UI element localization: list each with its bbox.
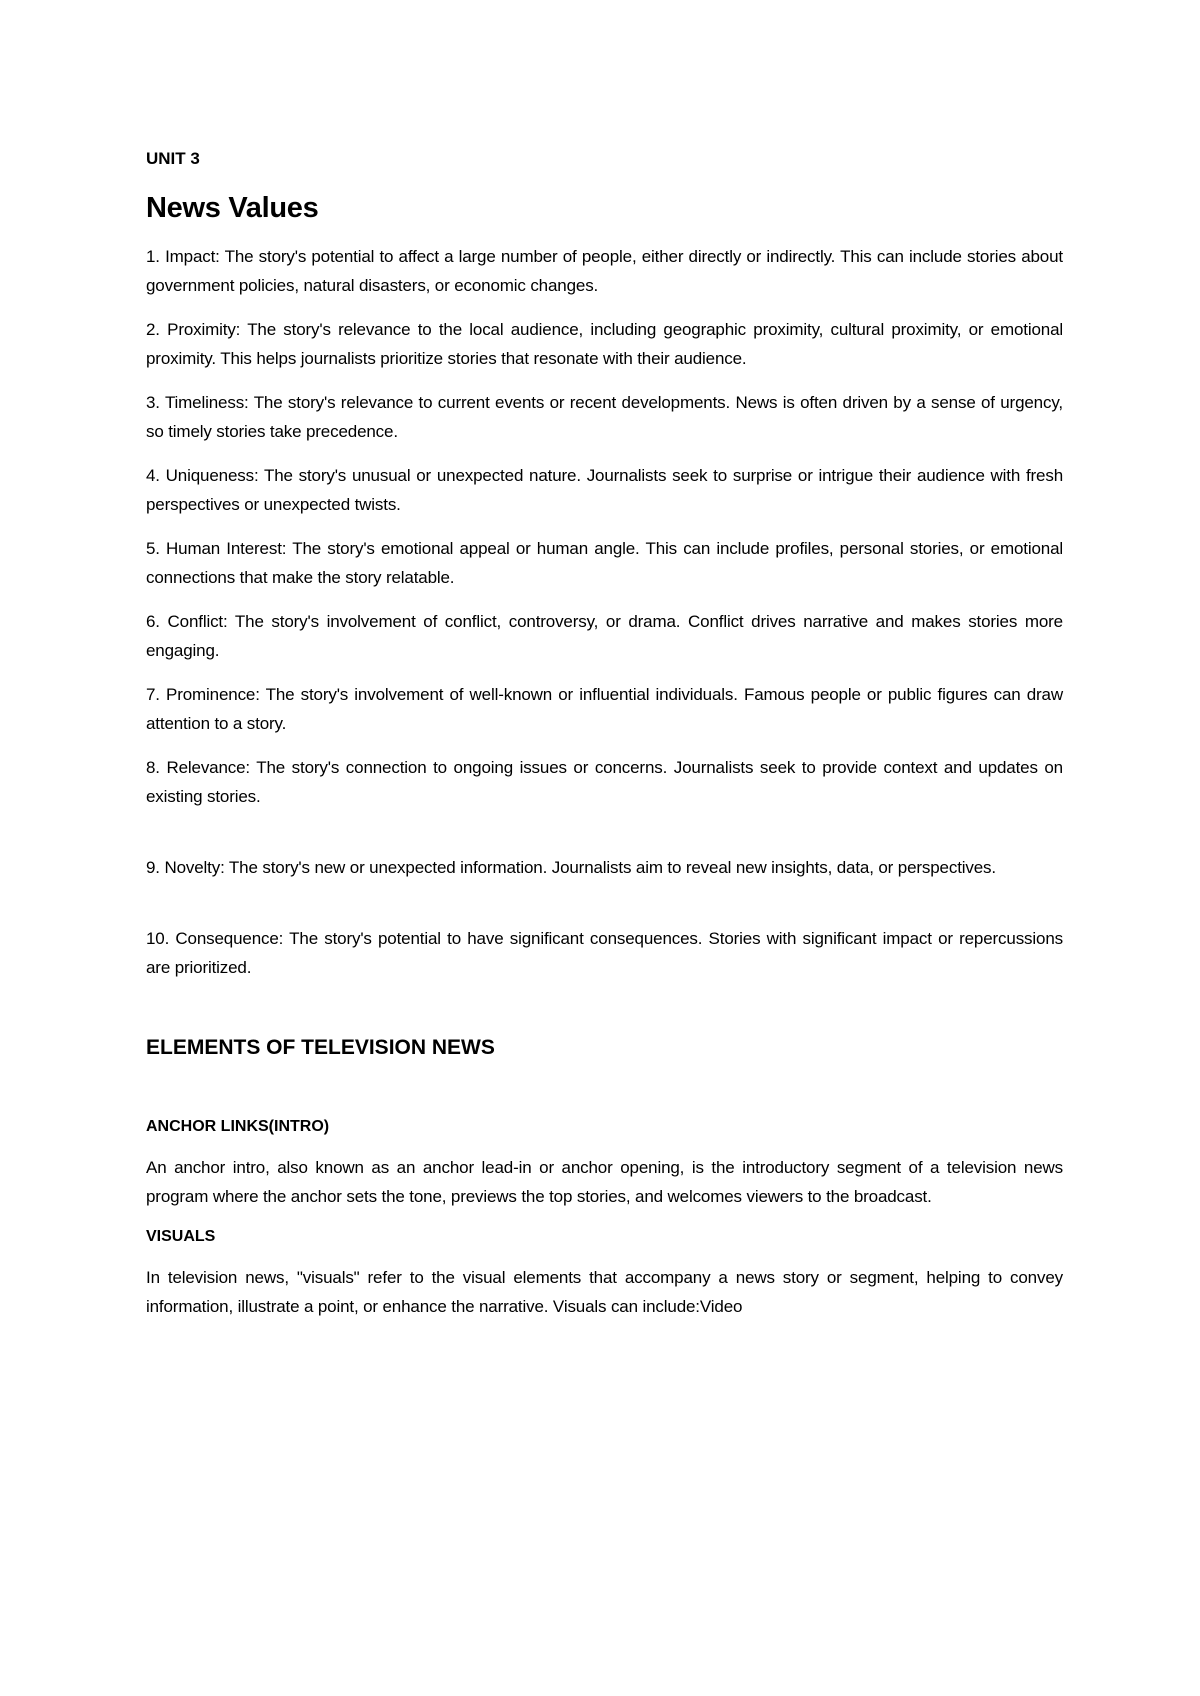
anchor-links-heading: ANCHOR LINKS(INTRO) <box>146 1118 330 1135</box>
news-value-conflict: 6. Conflict: The story's involvement of conflict, controversy, or drama. Conflict drives narrative and makes stories more engaging. <box>146 612 1063 660</box>
news-value-prominence: 7. Prominence: The story's involvement of well-known or influential individuals. Famous people or public figures can draw attention to a story. <box>146 685 1063 733</box>
spacer <box>146 897 1063 924</box>
news-value-human-interest: 5. Human Interest: The story's emotional appeal or human angle. This can include profiles, personal stories, or emotional connections that make the story relatable. <box>146 539 1063 587</box>
news-value-novelty: 9. Novelty: The story's new or unexpected information. Journalists aim to reveal new insights, data, or perspectives. <box>146 858 996 877</box>
visuals-text: In television news, "visuals" refer to the visual elements that accompany a news story or segment, helping to convey information, illustrate a point, or enhance the narrative. Visuals can include:Video <box>146 1268 1063 1316</box>
news-value-impact: 1. Impact: The story's potential to affect a large number of people, either directly or indirectly. This can include stories about government policies, natural disasters, or economic changes. <box>146 247 1063 295</box>
news-value-relevance: 8. Relevance: The story's connection to ongoing issues or concerns. Journalists seek to provide context and updates on existing stories. <box>146 758 1063 806</box>
section-heading: ELEMENTS OF TELEVISION NEWS <box>146 1036 495 1059</box>
news-value-proximity: 2. Proximity: The story's relevance to the local audience, including geographic proximity, cultural proximity, or emotional proximity. This helps journalists prioritize stories that resonate with their audience. <box>146 320 1063 368</box>
visuals-heading: VISUALS <box>146 1228 216 1245</box>
unit-label: UNIT 3 <box>146 149 200 168</box>
news-value-timeliness: 3. Timeliness: The story's relevance to current events or recent developments. News is often driven by a sense of urgency, so timely stories take precedence. <box>146 393 1063 441</box>
document-content <box>146 148 1063 1336</box>
page-title: News Values <box>146 192 319 224</box>
anchor-links-text: An anchor intro, also known as an anchor lead-in or anchor opening, is the introductory segment of a television news program where the anchor sets the tone, previews the top stories, and welcomes viewers to the broadcast. <box>146 1158 1063 1206</box>
news-value-consequence: 10. Consequence: The story's potential to have significant consequences. Stories with significant impact or repercussions are prioritized. <box>146 929 1063 977</box>
spacer <box>146 826 1063 853</box>
news-value-uniqueness: 4. Uniqueness: The story's unusual or unexpected nature. Journalists seek to surprise or intrigue their audience with fresh perspectives or unexpected twists. <box>146 466 1063 514</box>
